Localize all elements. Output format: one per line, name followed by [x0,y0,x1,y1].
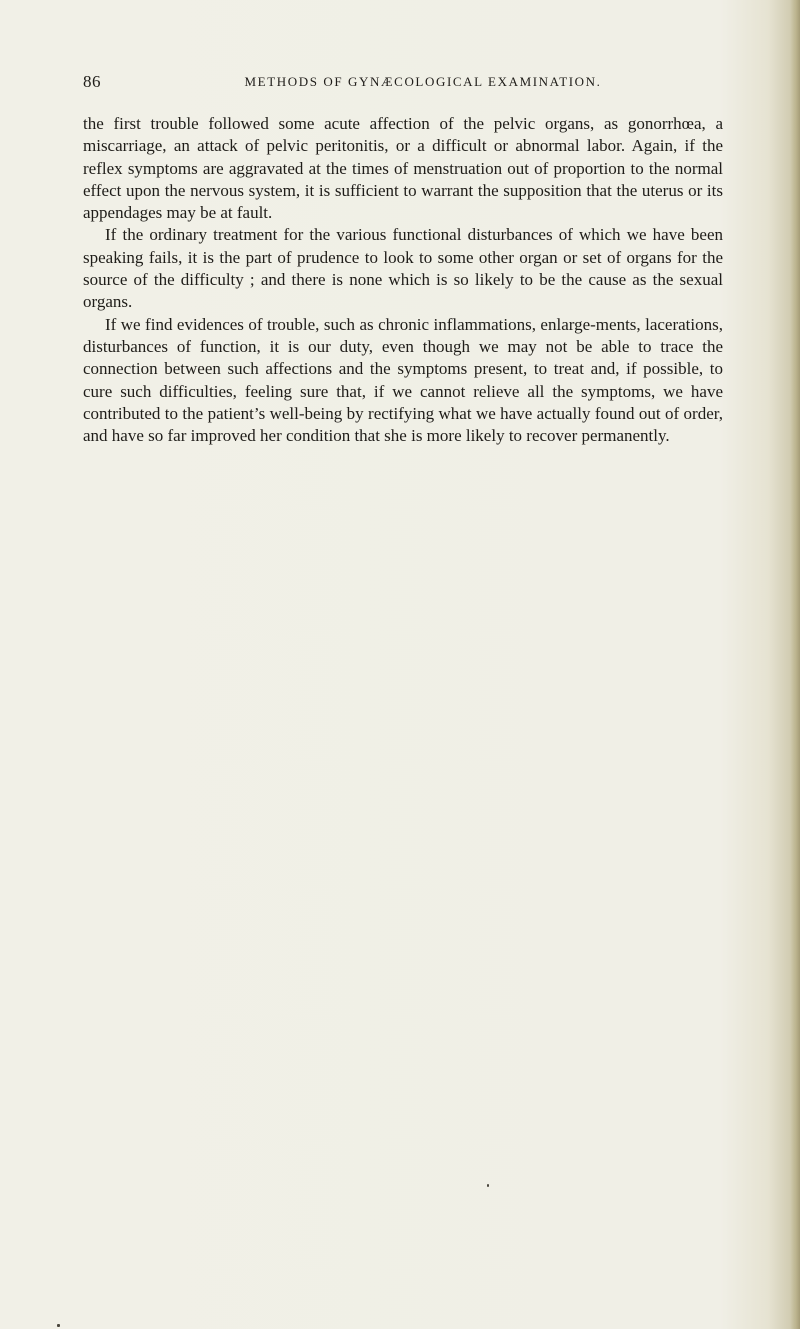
ink-speck [487,1184,489,1187]
running-head: METHODS OF GYNÆCOLOGICAL EXAMINATION. [244,74,602,89]
paragraph-1: the first trouble followed some acute affection of the pelvic organs, as gonorrhœa, a miscarriage, an attack of pelvic peritonitis, or a difficult or abnormal labor. Again, if the reflex symptoms are aggravated at the times of menstruation out of proportion to the normal effect upon the nervous system, it is sufficient to warrant the supposition that the uterus or its appendages may be at fault. [83,114,723,223]
ink-speck [57,1324,60,1327]
page-edge-shadow [790,0,800,1329]
body-text [83,113,723,447]
page-header [83,72,723,92]
paragraph-2: If the ordinary treatment for the various functional disturbances of which we have been speaking fails, it is the part of prudence to look to some other organ or set of organs for the source of the difficulty ; and there is none which is so likely to be the cause as the sexual organs. [83,225,723,312]
paragraph-3: If we find evidences of trouble, such as chronic inflammations, enlarge-ments, lacerations, disturbances of function, it is our duty, even though we may not be able to trace the connection between such affections and the symptoms present, to treat and, if possible, to cure such difficulties, feeling sure that, if we cannot relieve all the symptoms, we have contributed to the patient’s well-being by rectifying what we have actually found out of order, and have so far improved her condition that she is more likely to recover permanently. [83,314,723,446]
page-number: 86 [83,72,101,91]
